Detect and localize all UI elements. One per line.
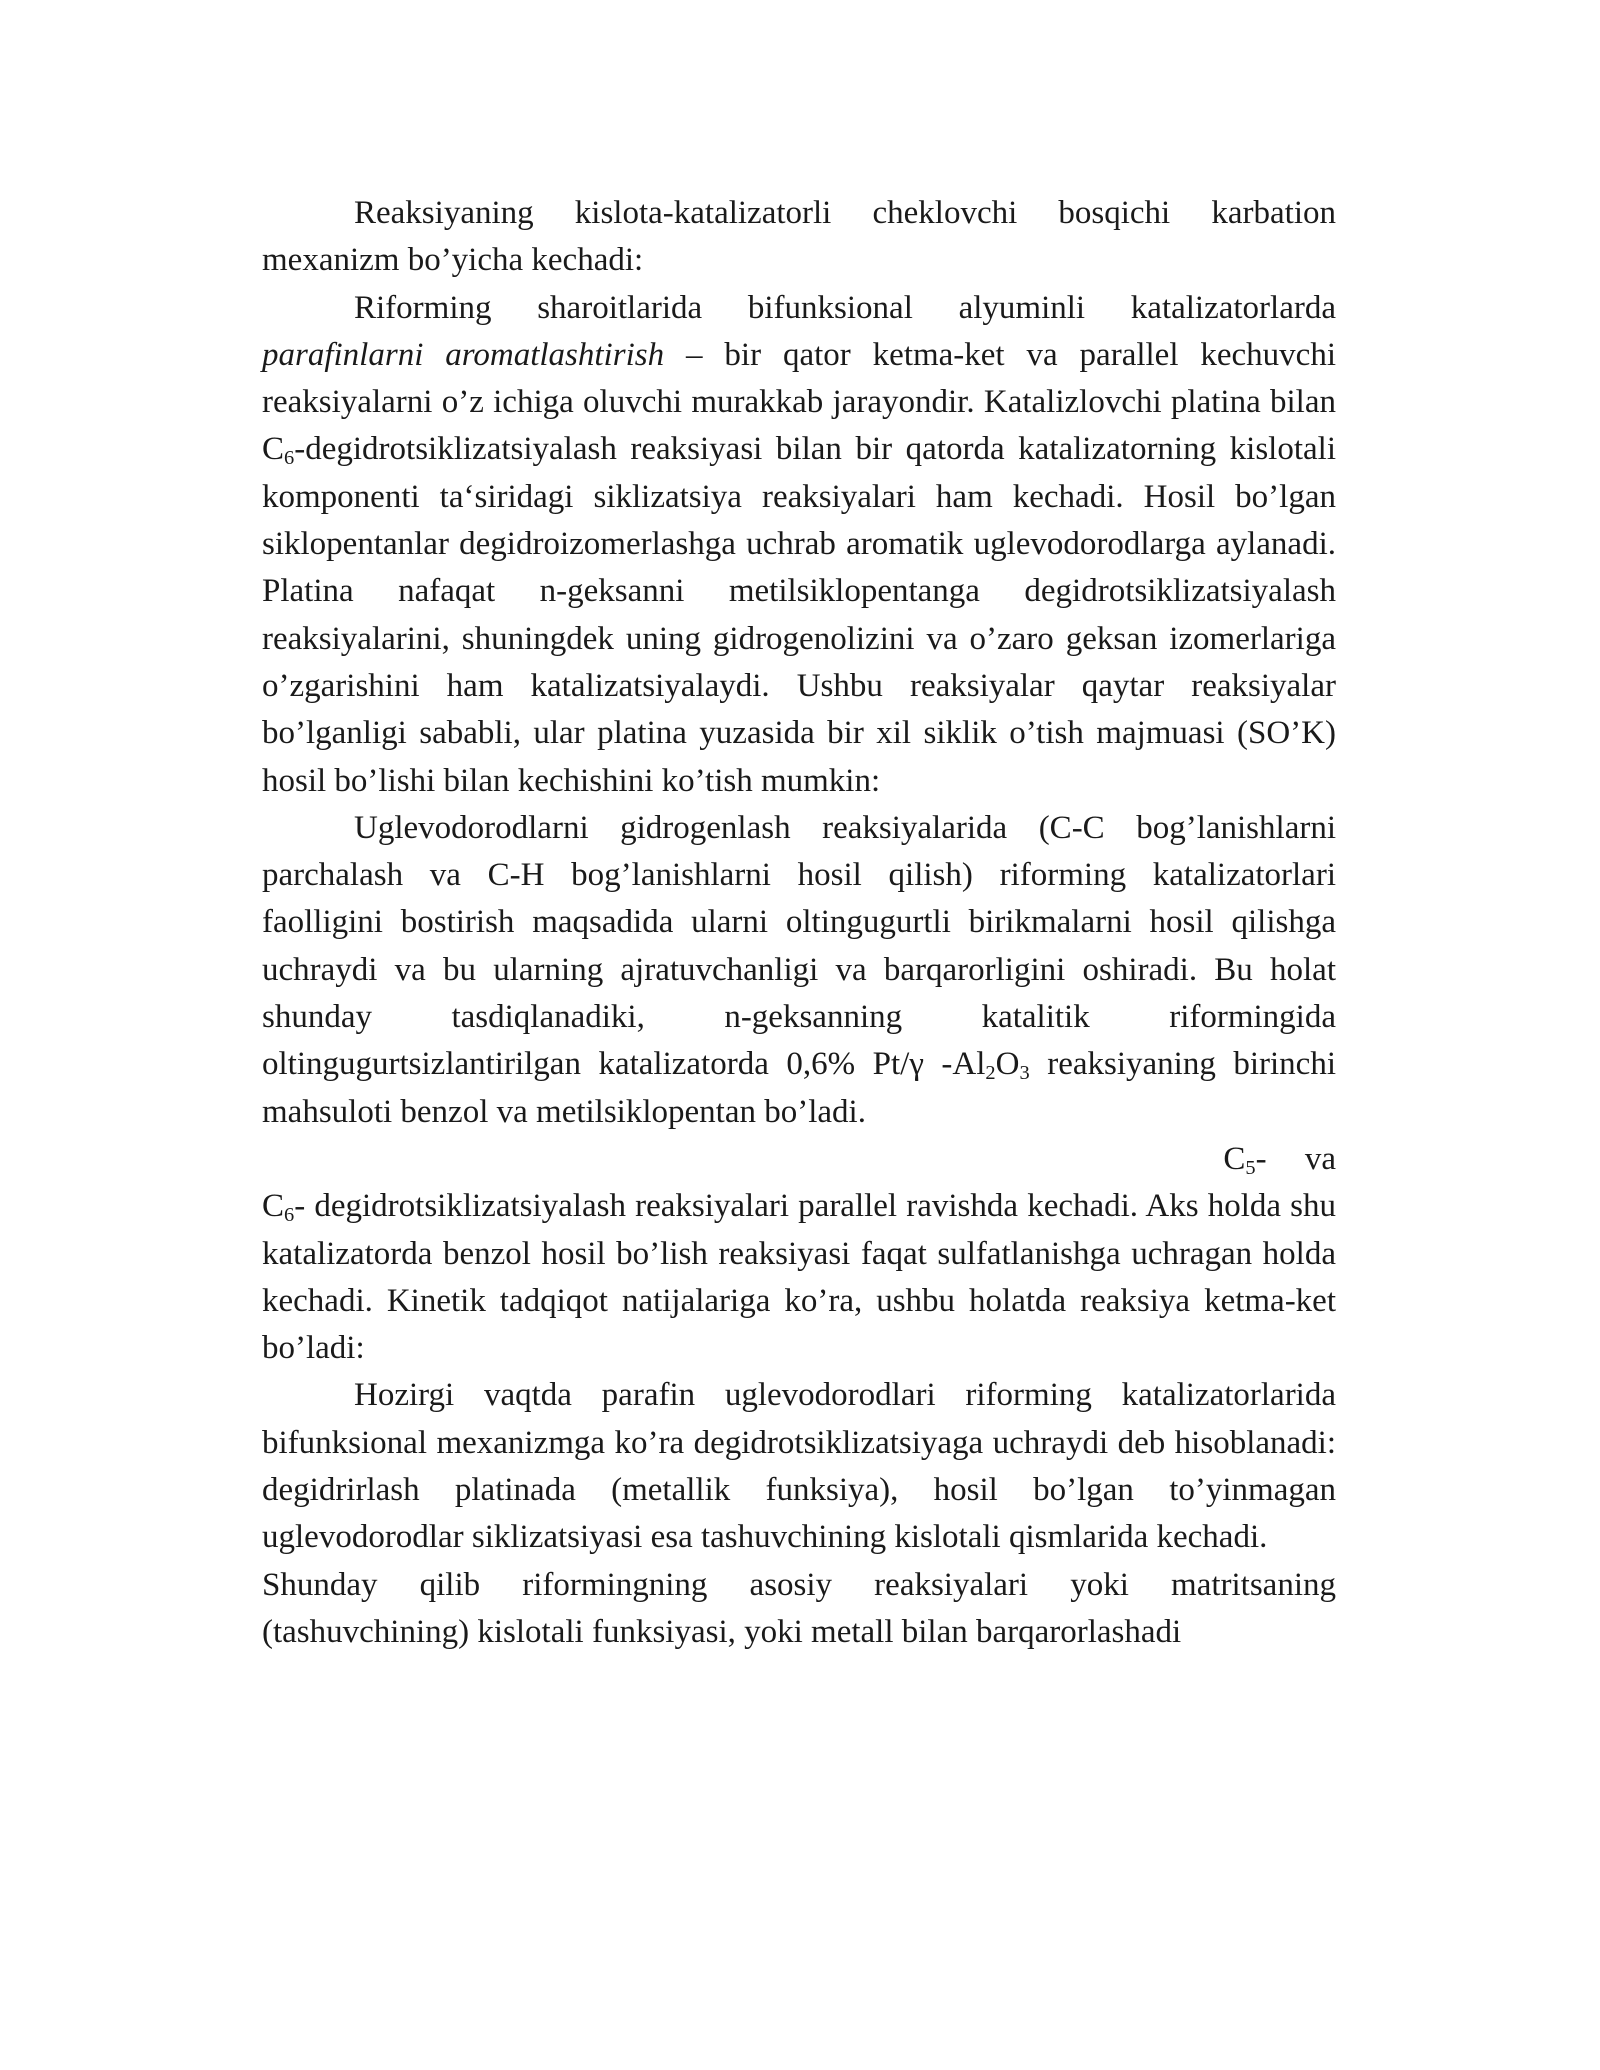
- c5-symbol: C: [1223, 1140, 1246, 1177]
- paragraph-2: [262, 285, 1336, 805]
- c5-line: [262, 1136, 1336, 1183]
- paragraph-3: [262, 805, 1336, 1373]
- subscript-c6: 6: [284, 1204, 295, 1227]
- paragraph-4: [262, 1372, 1336, 1561]
- subscript-6: 6: [284, 447, 295, 470]
- document-body: [262, 190, 1336, 1656]
- subscript-c5: 5: [1245, 1157, 1256, 1180]
- paragraph-2-text-b: -degidrotsiklizatsiyalash reaksiyasi bilan bir qatorda katalizatorning kislotali komponenti ta‘siridagi siklizatsiya reaksiyalari ham kechadi. Hosil bo’lgan siklopentanlar degidroizomerlashga uchrab aromatik uglevodorodlarga aylanadi. Platina nafaqat n-geksanni metilsiklopentanga degidrotsiklizatsiyalash reaksiyalarini, shuningdek uning gidrogenolizini va o’zaro geksan izomerlariga o’zgarishini ham katalizatsiyalaydi. Ushbu reaksiyalar qaytar reaksiyalar bo’lganligi sababli, ular platina yuzasida bir xil siklik o’tish majmuasi (SO’K) hosil bo’lishi bilan kechishini ko’tish mumkin:: [262, 431, 1336, 799]
- c5-tail: - va: [1255, 1140, 1336, 1177]
- paragraph-5-text: Shunday qilib riformingning asosiy reaksiyalari yoki matritsaning (tashuvchining) kislotali funksiyasi, yoki metall bilan barqarorlashadi: [262, 1566, 1336, 1650]
- paragraph-4-text: Hozirgi vaqtda parafin uglevodorodlari riforming katalizatorlarida bifunksional mexanizmga ko’ra degidrotsiklizatsiyaga uchraydi deb hisoblanadi: degidrirlash platinada (metallik funksiya), hosil bo’lgan to’yinmagan uglevodorodlar siklizatsiyasi esa tashuvchining kislotali qismlarida kechadi.: [262, 1377, 1336, 1556]
- oxygen-symbol: O: [995, 1046, 1020, 1083]
- paragraph-3-text-b: reaksiyaning birinchi mahsuloti benzol va metilsiklopentan bo’ladi.: [262, 1046, 1336, 1130]
- paragraph-5: [262, 1562, 1336, 1657]
- paragraph-1-text: Reaksiyaning kislota-katalizatorli cheklovchi bosqichi karbation mexanizm bo’yicha kechadi:: [262, 195, 1336, 279]
- subscript-al-2: 2: [985, 1062, 996, 1085]
- paragraph-3-text-c: - degidrotsiklizatsiyalash reaksiyalari parallel ravishda kechadi. Aks holda shu katalizatorda benzol hosil bo’lish reaksiyasi faqat sulfatlanishga uchragan holda kechadi. Kinetik tadqiqot natijalariga ko’ra, ushbu holatda reaksiya ketma-ket bo’ladi:: [262, 1188, 1336, 1367]
- paragraph-2-italic-term: parafinlarni aromatlashtirish: [262, 336, 665, 373]
- paragraph-2-text-a: – bir qator ketma-ket va parallel kechuvchi reaksiyalarni o’z ichiga oluvchi murakkab jarayondir. Katalizlovchi platina bilan C: [262, 336, 1336, 468]
- c6-symbol: C: [262, 1188, 285, 1225]
- paragraph-1: [262, 190, 1336, 285]
- paragraph-3-text-a: Uglevodorodlarni gidrogenlash reaksiyalarida (C-C bog’lanishlarni parchalash va C-H bog’lanishlarni hosil qilish) riforming katalizatorlari faolligini bostirish maqsadida ularni oltingugurtli birikmalarni hosil qilishga uchraydi va bu ularning ajratuvchanligi va barqarorligini oshiradi. Bu holat shunday tasdiqlanadiki, n-geksanning katalitik riformingida oltingugurtsizlantirilgan katalizatorda 0,6% Pt/γ -Al: [262, 809, 1336, 1083]
- subscript-o-3: 3: [1019, 1062, 1030, 1085]
- paragraph-2-lead: Riforming sharoitlarida bifunksional alyuminli katalizatorlarda: [354, 289, 1336, 326]
